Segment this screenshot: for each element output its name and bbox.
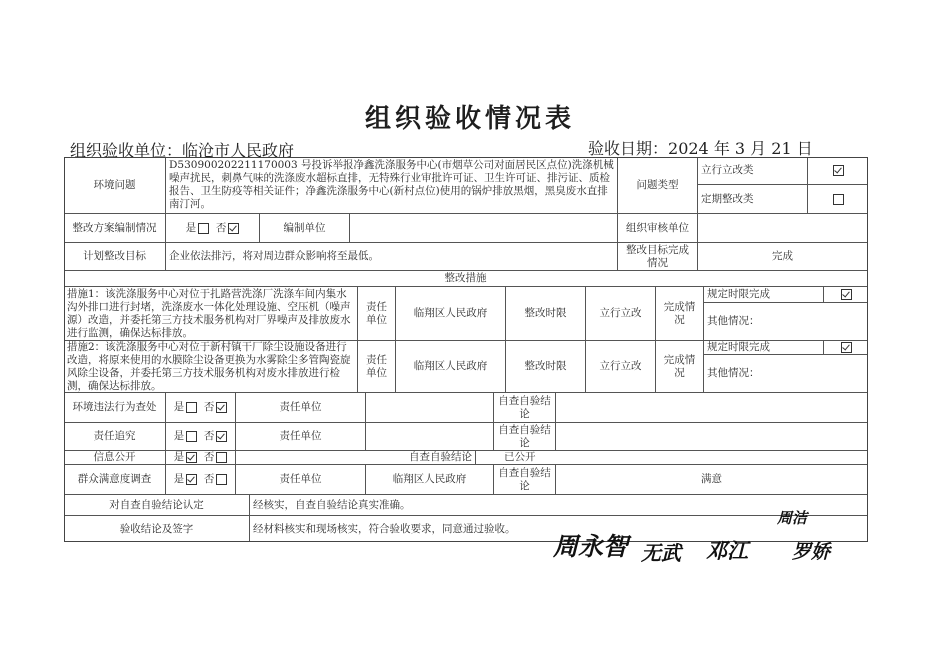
signature-1: 周永智 — [553, 532, 629, 561]
accountability-resp-value — [366, 423, 494, 451]
signature-4: 罗娇 — [792, 541, 831, 563]
measure1-deadline-done-label: 规定时限完成 — [704, 287, 824, 303]
compile-unit-value — [350, 214, 618, 243]
satisfaction-label: 群众满意度调查 — [64, 465, 166, 495]
signature-3: 邓江 — [706, 538, 748, 563]
measure2-deadline-done-checkbox[interactable] — [824, 341, 868, 355]
signature-2: 无武 — [641, 541, 681, 565]
compile-unit-label: 编制单位 — [260, 214, 350, 243]
immediate-label: 立行立改类 — [698, 157, 808, 185]
unchecked-icon — [216, 452, 227, 463]
accountability-options[interactable] — [166, 423, 236, 451]
checked-icon — [216, 431, 227, 442]
signature-5: 周洁 — [777, 509, 808, 527]
measure2-resp-value: 临翔区人民政府 — [396, 341, 506, 393]
review-unit-label: 组织审核单位 — [618, 214, 698, 243]
checked-icon — [186, 452, 197, 463]
conclusion-text: 经材料核实和现场核实，符合验收要求，同意通过验收。 — [253, 522, 516, 535]
unchecked-icon — [833, 194, 844, 205]
disclosure-result: 已公开 — [476, 451, 868, 465]
accountability-selfcheck-value — [556, 423, 868, 451]
measure1-resp-value: 临翔区人民政府 — [396, 287, 506, 341]
no-label: 否 — [203, 451, 215, 463]
yes-label: 是 — [173, 401, 185, 413]
checked-icon — [216, 402, 227, 413]
goal-status-value: 完成 — [698, 243, 868, 271]
measure2-other-label: 其他情况： — [704, 355, 868, 393]
accountability-resp-label: 责任单位 — [236, 423, 366, 451]
satisfaction-resp-label: 责任单位 — [236, 465, 366, 495]
unchecked-icon — [198, 223, 209, 234]
confirm-text: 经核实，自查自验结论真实准确。 — [250, 495, 868, 516]
measures-title: 整改措施 — [64, 271, 868, 287]
measure1-deadline-label: 整改时限 — [506, 287, 586, 341]
no-label: 否 — [203, 401, 215, 413]
disclosure-label: 信息公开 — [64, 451, 166, 465]
date-value: 2024 年 3 月 21 日 — [668, 139, 813, 158]
measure1-deadline-done-checkbox[interactable] — [824, 287, 868, 303]
checked-icon — [841, 342, 852, 353]
issue-type-label: 问题类型 — [618, 157, 698, 214]
enforcement-selfcheck-value — [556, 393, 868, 423]
satisfaction-options[interactable] — [166, 465, 236, 495]
enforcement-resp-value — [366, 393, 494, 423]
checked-icon — [186, 474, 197, 485]
yes-label: 是 — [173, 473, 185, 485]
plan-goal-text: 企业依法排污，将对周边群众影响将至最低。 — [166, 243, 618, 271]
enforcement-label: 环境违法行为查处 — [64, 393, 166, 423]
unchecked-icon — [186, 431, 197, 442]
checked-icon — [228, 223, 239, 234]
goal-status-label: 整改目标完成情况 — [618, 243, 698, 271]
accountability-selfcheck-label: 自查自验结论 — [494, 423, 556, 451]
disclosure-selfcheck-label: 自查自验结论 — [236, 451, 476, 465]
checked-icon — [833, 165, 844, 176]
conclusion-label: 验收结论及签字 — [64, 516, 250, 542]
measure1-deadline-value: 立行立改 — [586, 287, 656, 341]
no-label: 否 — [215, 221, 227, 234]
review-unit-value — [698, 214, 868, 243]
satisfaction-resp-value: 临翔区人民政府 — [366, 465, 494, 495]
yes-label: 是 — [173, 451, 185, 463]
scheduled-label: 定期整改类 — [698, 185, 808, 214]
satisfaction-result: 满意 — [556, 465, 868, 495]
unit-value: 临沧市人民政府 — [182, 141, 295, 160]
plan-compiled-label: 整改方案编制情况 — [64, 214, 166, 243]
no-label: 否 — [203, 473, 215, 485]
no-label: 否 — [203, 430, 215, 442]
enforcement-resp-label: 责任单位 — [236, 393, 366, 423]
unit-label: 组织验收单位： — [70, 141, 183, 160]
plan-goal-label: 计划整改目标 — [64, 243, 166, 271]
accountability-label: 责任追究 — [64, 423, 166, 451]
immediate-checkbox[interactable] — [808, 157, 868, 185]
enforcement-selfcheck-label: 自查自验结论 — [494, 393, 556, 423]
plan-compiled-options[interactable] — [166, 214, 260, 243]
checked-icon — [841, 289, 852, 300]
measure1-completion-label: 完成情况 — [656, 287, 704, 341]
env-issue-text: D530900202211170003 号投诉举报净鑫洗涤服务中心(市烟草公司对面居民区点位)洗涤机械噪声扰民，刺鼻气味的洗涤废水超标直排，无特殊行业审批许可证、卫生许可证、排污证、质检报告、卫生防疫等相关证件；净鑫洗涤服务中心(新村点位)使用的锅炉排放黑烟，黑臭废水直排南汀河。 — [166, 157, 618, 214]
enforcement-options[interactable] — [166, 393, 236, 423]
acceptance-table — [64, 157, 868, 542]
confirm-label: 对自查自验结论认定 — [64, 495, 250, 516]
yes-label: 是 — [185, 221, 197, 234]
measure1-resp-label: 责任单位 — [358, 287, 396, 341]
env-issue-label: 环境问题 — [64, 157, 166, 214]
measure1-text: 措施1：该洗涤服务中心对位于扎路营洗涤厂洗涤车间内集水沟外排口进行封堵，洗涤废水一体化处理设施、空压机（噪声源）改造，并委托第三方技术服务机构对厂界噪声及排放废水进行监测，确保达标排放。 — [64, 287, 358, 341]
date-label: 验收日期： — [588, 139, 669, 158]
form-title: 组织验收情况表 — [364, 104, 575, 134]
measure2-resp-label: 责任单位 — [358, 341, 396, 393]
measure2-completion-label: 完成情况 — [656, 341, 704, 393]
measure2-text: 措施2：该洗涤服务中心对位于新村镇干厂除尘设施设备进行改造，将原来使用的水膜除尘设备更换为水雾除尘多管陶瓷旋风除尘设备，并委托第三方技术服务机构对废水排放进行检测，确保达标排放。 — [64, 341, 358, 393]
measure2-deadline-value: 立行立改 — [586, 341, 656, 393]
yes-label: 是 — [173, 430, 185, 442]
unchecked-icon — [186, 402, 197, 413]
measure2-deadline-done-label: 规定时限完成 — [704, 341, 824, 355]
satisfaction-selfcheck-label: 自查自验结论 — [494, 465, 556, 495]
acceptance-date — [588, 136, 813, 159]
measure2-deadline-label: 整改时限 — [506, 341, 586, 393]
measure1-other-label: 其他情况： — [704, 303, 868, 341]
scheduled-checkbox[interactable] — [808, 185, 868, 214]
unchecked-icon — [216, 474, 227, 485]
disclosure-options[interactable] — [166, 451, 236, 465]
